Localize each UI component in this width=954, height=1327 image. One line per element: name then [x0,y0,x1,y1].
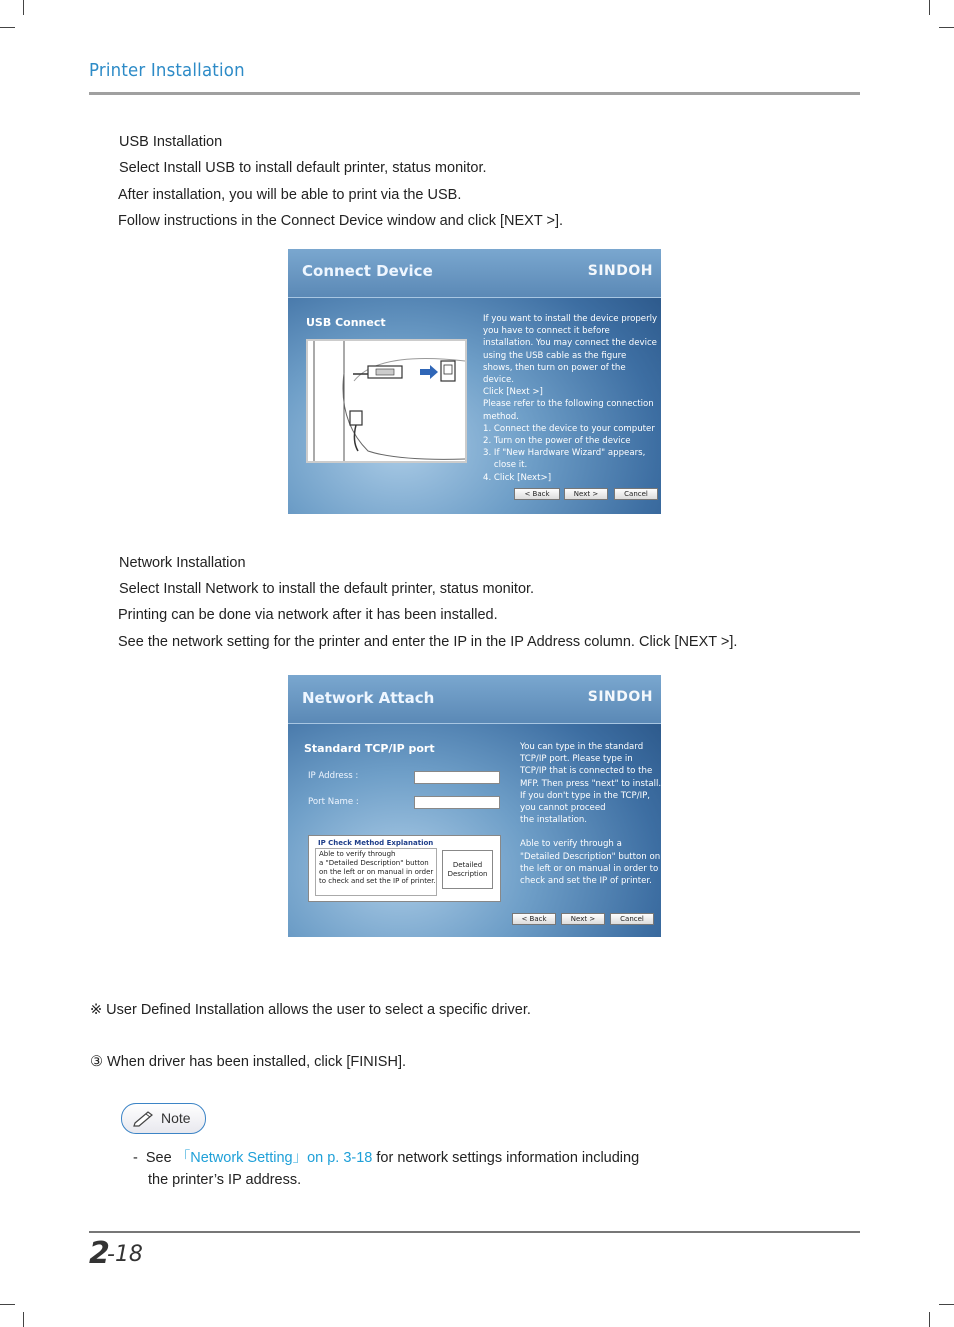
description-line: device. [483,375,514,386]
ip-check-title: IP Check Method Explanation [318,839,434,847]
tcpip-subtitle: Standard TCP/IP port [304,742,435,755]
description-line: the left or on manual in order to [520,863,659,874]
description-line: Able to verify through a [520,839,622,850]
network-heading: Network Installation [119,555,246,571]
network-line-1: Select Install Network to install the default printer, status monitor. [119,581,535,597]
sindoh-logo: SINDOH [587,263,653,279]
ip-check-line: to check and set the IP of printer. [319,877,436,885]
user-defined-note: ※ User Defined Installation allows the user to select a specific driver. [90,1002,531,1018]
pencil-icon [132,1109,154,1132]
header-rule [89,92,860,95]
usb-connect-subtitle: USB Connect [306,316,386,329]
sindoh-logo: SINDOH [587,689,653,705]
crop-mark [0,27,15,28]
description-line: Click [Next >] [483,387,543,398]
ip-address-label: IP Address : [308,771,359,781]
connect-device-window [288,249,661,514]
description-line: Please refer to the following connection [483,399,654,410]
usb-line-1: Select Install USB to install default printer, status monitor. [119,160,487,176]
crop-mark [23,0,24,15]
next-button[interactable]: Next > [561,913,605,925]
usb-line-2: After installation, you will be able to print via the USB. [118,187,462,203]
finish-step: ③ When driver has been installed, click [FINISH]. [90,1054,407,1070]
description-line: installation. You may connect the device [483,338,657,349]
note-line-2: the printer’s IP address. [148,1172,302,1188]
description-line: method. [483,411,519,422]
window-title: Network Attach [302,689,435,707]
description-line: MFP. Then press "next" to install. [520,778,661,789]
page-header-title: Printer Installation [89,60,245,81]
description-line: 3. If "New Hardware Wizard" appears, [483,448,646,459]
footer-rule [89,1231,860,1233]
description-line: "Detailed Description" button on [520,851,661,862]
ip-check-line: Able to verify through [319,850,396,858]
detailed-button-label: Description [447,870,488,878]
description-line: you have to connect it before [483,326,610,337]
back-button[interactable]: < Back [514,488,560,500]
chapter-number: 2 [89,1236,110,1271]
description-line: 1. Connect the device to your computer [483,423,655,434]
connect-description [483,313,657,484]
description-line: If you don't type in the TCP/IP, [520,790,651,801]
crop-mark [929,0,930,15]
description-line: you cannot proceed [520,803,606,814]
crop-mark [939,27,954,28]
description-line: check and set the IP of printer. [520,876,652,887]
detailed-button-label: Detailed [452,861,483,869]
note-suffix: for network settings information including [372,1150,640,1166]
description-line [520,826,661,838]
note-label: Note [161,1110,191,1126]
usb-heading: USB Installation [119,134,223,150]
network-setting-link[interactable]: 「Network Setting」on p. 3-18 [175,1150,373,1166]
window-title: Connect Device [302,262,433,280]
note-badge [121,1103,206,1134]
note-prefix: - See [133,1150,176,1166]
crop-mark [929,1312,930,1327]
network-line-3: See the network setting for the printer and enter the IP in the IP Address column. Click [NEXT >]. [118,634,738,650]
description-line: 4. Click [Next>] [483,472,552,483]
cancel-button[interactable]: Cancel [614,488,658,500]
network-description [520,741,661,887]
detailed-description-button[interactable] [442,850,493,889]
back-button[interactable]: < Back [512,913,556,925]
network-attach-window [288,675,661,937]
ip-check-panel [308,835,501,902]
crop-mark [939,1304,954,1305]
description-line: TCP/IP that is connected to the [520,766,653,777]
port-name-input[interactable] [414,796,500,809]
description-line: close it. [483,460,528,471]
next-button[interactable]: Next > [564,488,608,500]
port-name-label: Port Name : [308,797,359,807]
ip-check-text [319,850,436,886]
description-line: using the USB cable as the figure [483,350,627,361]
network-line-2: Printing can be done via network after it has been installed. [118,607,498,623]
note-line-1 [133,1146,639,1167]
description-line: shows, then turn on power of the [483,362,626,373]
cancel-button[interactable]: Cancel [610,913,654,925]
ip-check-line: a "Detailed Description" button [319,859,429,867]
usb-line-3: Follow instructions in the Connect Device window and click [NEXT >]. [118,213,563,229]
ip-check-line: on the left or on manual in order [319,868,434,876]
description-line: 2. Turn on the power of the device [483,436,631,447]
description-line: TCP/IP port. Please type in [520,754,633,765]
usb-cable-illustration [306,339,467,463]
ip-address-input[interactable] [414,771,500,784]
description-line: If you want to install the device properly [483,314,658,324]
page-number: -18 [107,1242,143,1267]
description-line: You can type in the standard [520,742,644,752]
crop-mark [0,1304,15,1305]
description-line: the installation. [520,815,588,826]
crop-mark [23,1312,24,1327]
